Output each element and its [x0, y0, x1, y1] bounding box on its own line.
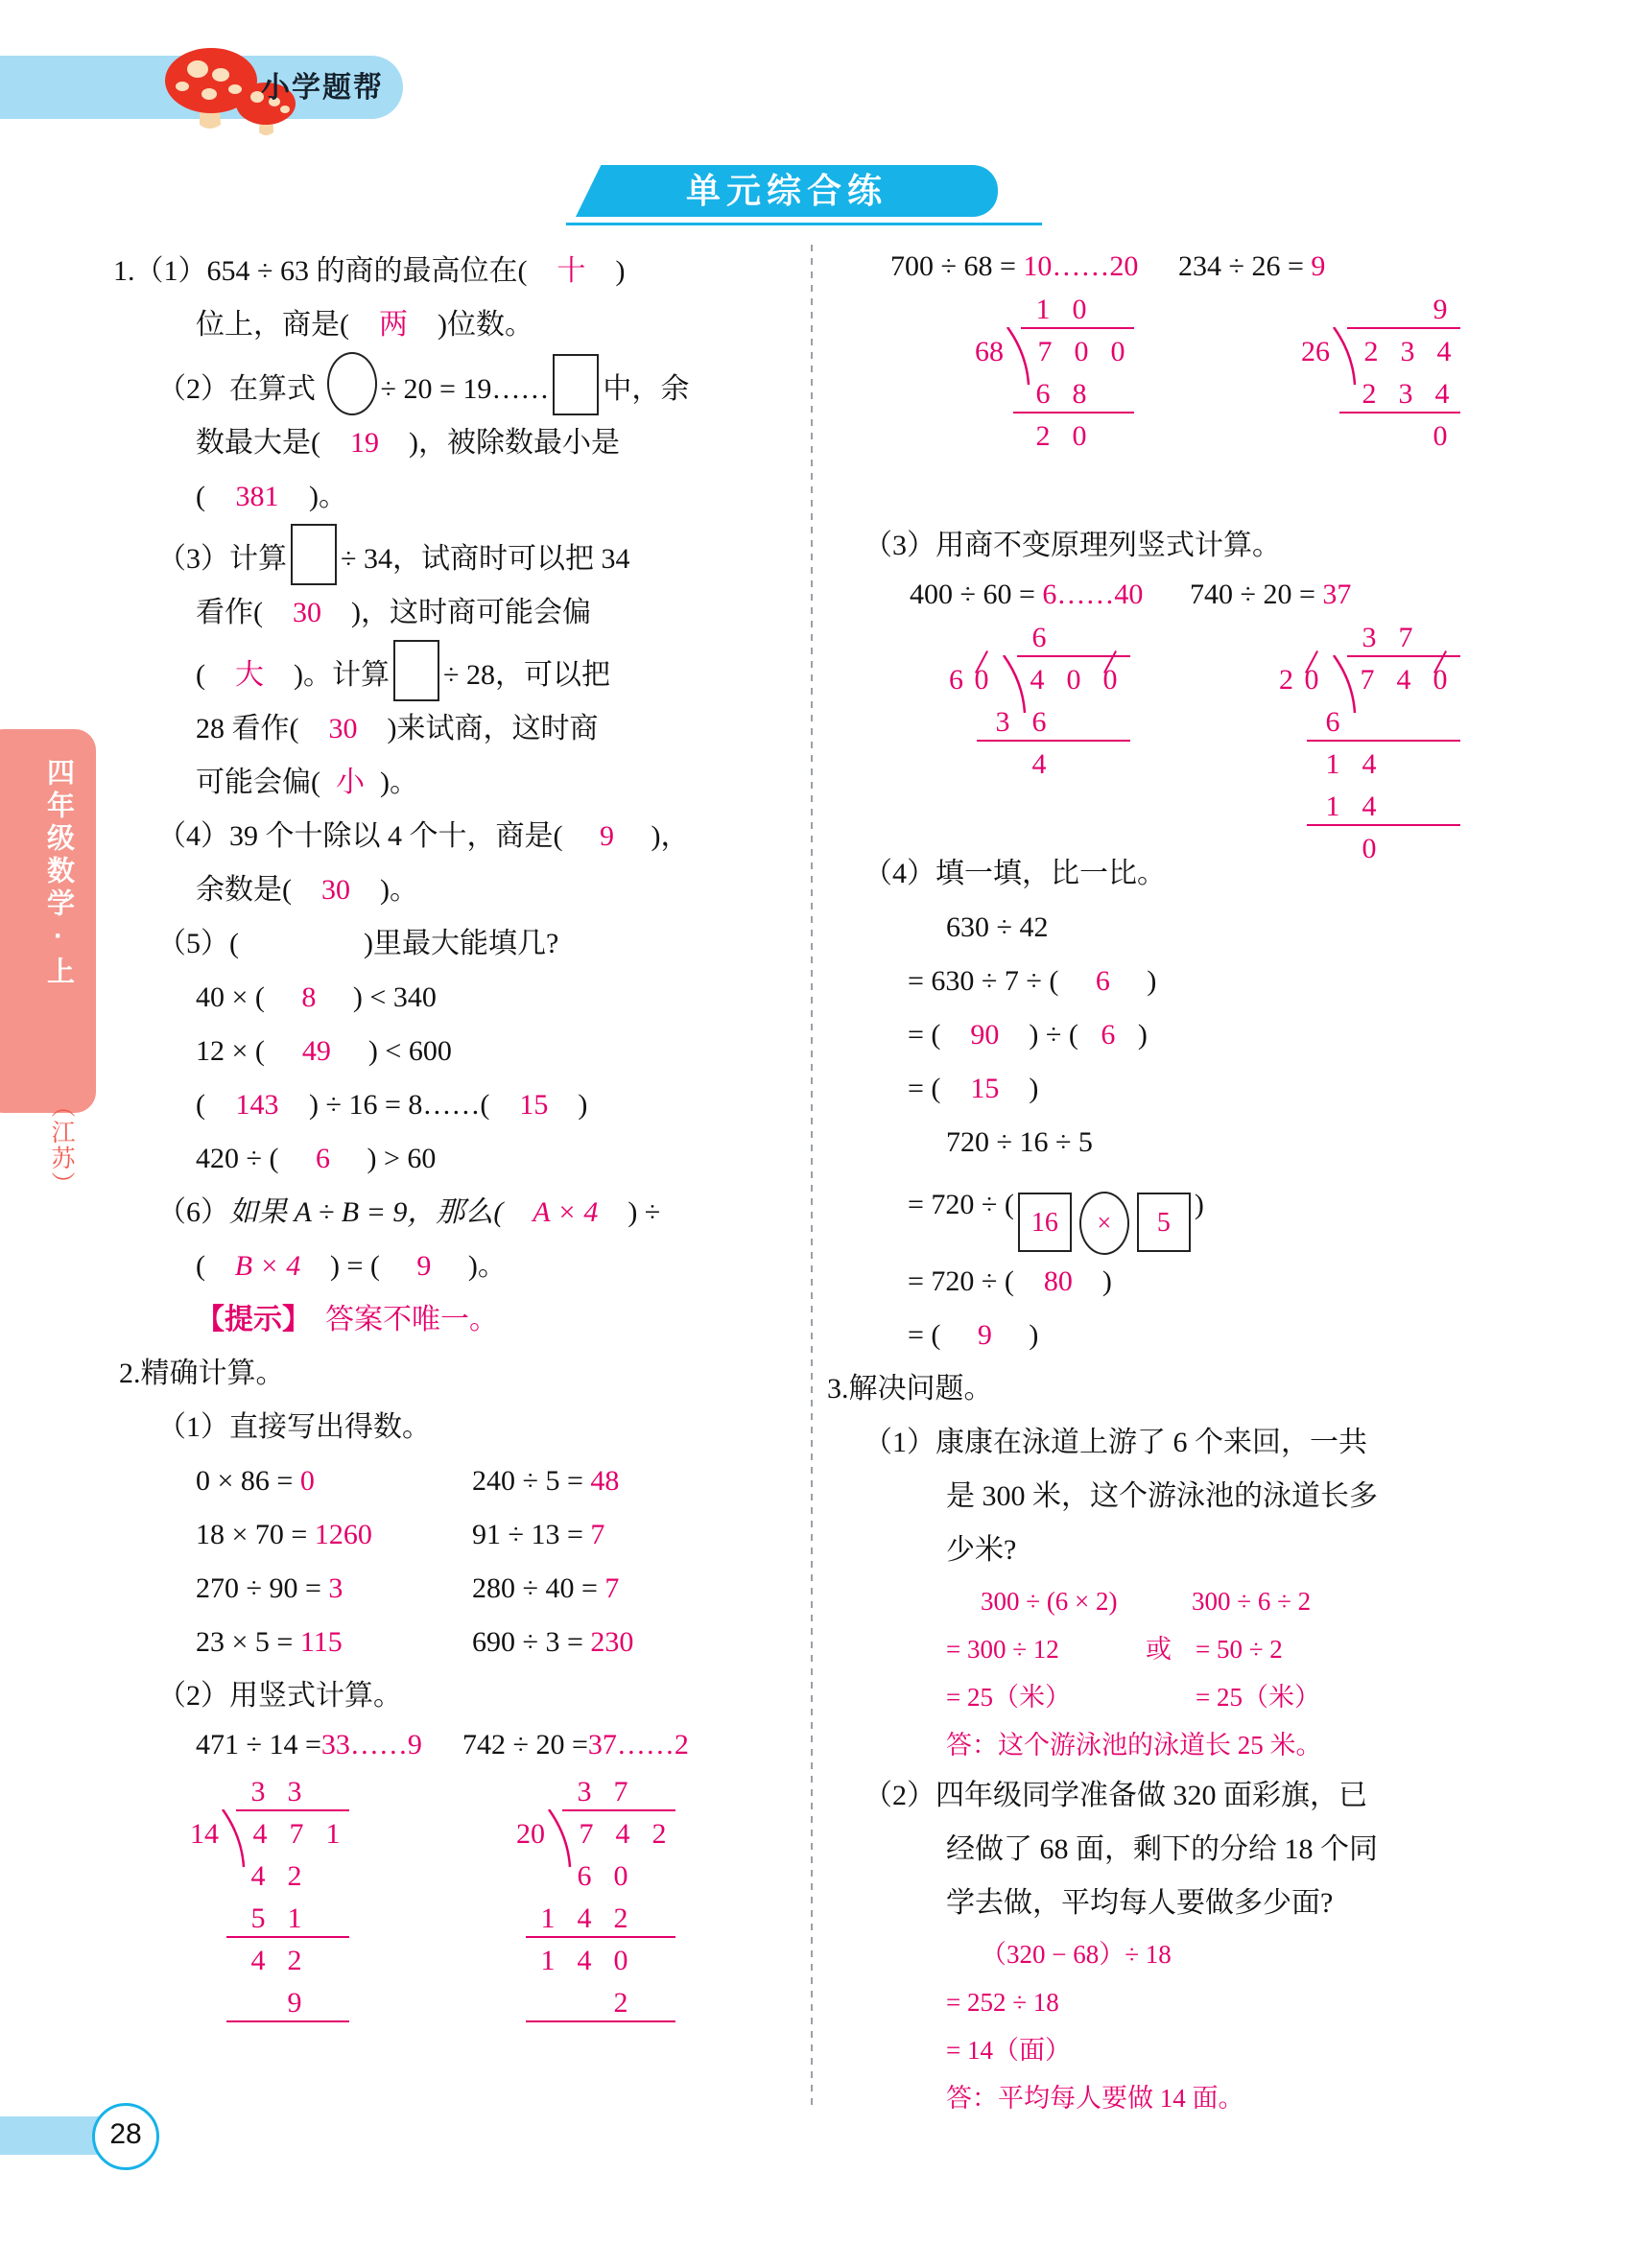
q2-p1-label: （1） — [157, 1411, 229, 1443]
q2-p1-heading-line — [113, 1401, 794, 1454]
q2-p1-row-3 — [113, 1562, 794, 1616]
q2-p3-expr-row — [864, 573, 1535, 617]
right-column — [827, 245, 1535, 2122]
q2-p4-a-l2c: ) — [1137, 1019, 1148, 1051]
ld1-s2-1: 4 — [250, 1945, 266, 1976]
q2-p4-a-l3b: ) — [1029, 1073, 1039, 1104]
ld3-divisor: 68 — [975, 336, 1004, 367]
q1-p3-answer-1[interactable]: 30 — [293, 597, 321, 628]
long-division-742-20 — [478, 1771, 677, 2024]
q1-p5-row-4 — [113, 1132, 794, 1186]
q2-p1-right-expr-3: 280 ÷ 40 = — [472, 1572, 598, 1604]
q2-p4-a-l2b: ) ÷ ( — [1029, 1019, 1078, 1051]
q1-p3-text-8: 28 看作( — [196, 713, 299, 744]
q2-p4-b-l1a: = 720 ÷ ( — [908, 1189, 1014, 1220]
ld2-divisor: 20 — [516, 1818, 545, 1850]
q2-p2-dots-2: …… — [616, 1729, 675, 1760]
ld6-dd-1: 7 — [1360, 664, 1375, 696]
q3-heading-line — [827, 1362, 1535, 1416]
q2-p1-right-ans-4[interactable]: 230 — [590, 1626, 634, 1658]
q1-line-9 — [113, 702, 794, 756]
q1-p2-text-1: 在算式 — [229, 373, 316, 405]
q1-line-6 — [113, 524, 794, 586]
q1-p4-text-1: 39 个十除以 4 个十，商是( — [229, 820, 563, 852]
q1-p2-box-blank[interactable] — [553, 354, 599, 415]
q3-p1-work-row-1 — [864, 1577, 1535, 1625]
q2-p1-left-expr-3: 270 ÷ 90 = — [196, 1572, 321, 1604]
q1-p3-text-7: ÷ 28，可以把 — [443, 659, 610, 691]
q1-p4-text-4: )。 — [380, 874, 418, 906]
q1-p3-text-2: ÷ 34，试商时可以把 34 — [341, 543, 630, 575]
ld6-m-2: 4 — [1362, 748, 1377, 780]
q1-p4-label: （4） — [157, 820, 229, 852]
ld5-divisor-vis: 6 — [949, 664, 963, 696]
q2-p3-label: （3） — [864, 530, 935, 561]
ld2-s1-1: 6 — [577, 1860, 592, 1892]
ld1-dd-2: 7 — [289, 1818, 304, 1850]
ld5-q-1: 6 — [1031, 622, 1047, 653]
ld1-final: 9 — [287, 1987, 302, 2019]
brand-name: 小学题帮 — [261, 72, 384, 104]
q1-p3-text-3: 看作( — [196, 597, 263, 628]
q1-p5-row1-answer[interactable]: 8 — [301, 981, 317, 1013]
ld6-s1-1: 6 — [1325, 706, 1340, 738]
q2-p1-left-ans-1[interactable]: 0 — [299, 1465, 315, 1497]
ld6-f-1: 0 — [1362, 833, 1377, 864]
ld6-m-1: 1 — [1325, 748, 1340, 780]
q1-line-7 — [113, 586, 794, 640]
q1-p5-row3-answer-1[interactable]: 143 — [235, 1089, 279, 1121]
q1-p3-answer-2[interactable]: 大 — [235, 659, 264, 691]
q2-p2-rem-2: 2 — [674, 1729, 689, 1760]
q3-p1-work-right-1: 300 ÷ 6 ÷ 2 — [1192, 1587, 1312, 1616]
q1-p3-box-1[interactable] — [291, 524, 337, 585]
q2-p4-a-answer-2[interactable]: 90 — [970, 1019, 1000, 1051]
q1-p5-row3-l: ( — [196, 1089, 205, 1121]
ld1-m-2: 1 — [287, 1902, 302, 1934]
q2-p4-b-operator-circle[interactable]: × — [1079, 1192, 1129, 1255]
q1-p3-text-9: )来试商，这时商 — [387, 713, 599, 744]
q1-p6-text-1: 如果 A ÷ B = 9，那么( — [229, 1196, 504, 1228]
q1-p2-text-3: 中，余 — [603, 373, 690, 405]
q2-p4-a-line-1 — [864, 955, 1535, 1008]
ld1-s1-1: 4 — [250, 1860, 266, 1892]
ld5-dividend-cancelled-zero: 0 — [1092, 659, 1128, 701]
q3-p1-answer: 答：这个游泳池的泳道长 25 米。 — [946, 1731, 1322, 1760]
q2-p4-a-l1: = 630 ÷ 7 ÷ ( — [908, 965, 1059, 997]
q2-p2-quotient-1: 33 — [320, 1729, 350, 1760]
q1-line-10 — [113, 756, 794, 810]
q1-p1-text-4: )位数。 — [438, 309, 533, 341]
q1-p3-label: （3） — [157, 543, 229, 575]
q2-p1-heading: 直接写出得数。 — [229, 1411, 431, 1443]
q1-p5-row4-answer[interactable]: 6 — [315, 1143, 330, 1174]
q3-p1-work-row-2 — [864, 1625, 1535, 1673]
q2-p3-quotient-2: 37 — [1322, 579, 1352, 610]
q1-p2-circle-blank[interactable] — [327, 352, 377, 415]
long-division-740-20 — [1247, 617, 1458, 870]
q2-p1-row-2 — [113, 1508, 794, 1562]
q2-p4-b-box-1[interactable]: 16 — [1018, 1193, 1072, 1252]
ld2-dd-3: 2 — [651, 1818, 667, 1850]
ld6-divisor-cancelled-zero: 0 — [1293, 659, 1330, 701]
q2-p4-b-l3a: = ( — [908, 1319, 941, 1351]
q1-p5-row3-r: ) — [578, 1089, 588, 1121]
long-division-700-68 — [921, 289, 1136, 458]
q2-p2-heading: 用竖式计算。 — [229, 1680, 402, 1712]
q3-p1-work-right-2: = 50 ÷ 2 — [1196, 1635, 1283, 1664]
q1-p5-label: （5） — [157, 928, 229, 959]
ld2-s1-2: 0 — [613, 1860, 628, 1892]
ld3-s1-1: 6 — [1035, 378, 1051, 410]
q1-p4-answer-2[interactable]: 30 — [321, 874, 350, 906]
q2-p4-label: （4） — [864, 858, 935, 889]
ld2-q-d1: 3 — [577, 1776, 592, 1807]
q1-p3-box-2[interactable] — [393, 640, 439, 701]
q1-line-3 — [113, 352, 794, 416]
ld6-dividend-cancelled-zero: 0 — [1422, 659, 1458, 701]
unit-title-underline — [566, 223, 1042, 225]
ld6-q-2: 7 — [1398, 622, 1413, 653]
q1-p5-row3-answer-2[interactable]: 15 — [519, 1089, 549, 1121]
ld3-s1-2: 8 — [1072, 378, 1087, 410]
q2-p2b-dots-1: …… — [1052, 250, 1110, 282]
q2-p4-b-l3b: ) — [1029, 1319, 1039, 1351]
q1-p2-text-5: )，被除数最小是 — [409, 427, 620, 459]
long-division-471-14 — [152, 1771, 351, 2024]
q3-p2-line-2: 经做了 68 面，剩下的分给 18 个同 — [946, 1833, 1378, 1865]
q1-p5-row1-right: ) < 340 — [352, 981, 437, 1013]
ld3-q-2: 0 — [1072, 294, 1087, 325]
q3-p2-answer: 答：平均每人要做 14 面。 — [946, 2084, 1244, 2113]
q1-p3-text-5: ( — [196, 659, 205, 691]
q2-p4-b-expr: 720 ÷ 16 ÷ 5 — [946, 1126, 1093, 1158]
q3-p1-line-1 — [864, 1416, 1535, 1470]
q2-p4-a-answer-4[interactable]: 15 — [970, 1073, 1000, 1104]
q1-line-15 — [113, 1240, 794, 1293]
q3-p1-work-right-3: = 25（米） — [1196, 1683, 1320, 1712]
ld4-dd-3: 4 — [1436, 336, 1452, 367]
q3-p2-line-1 — [864, 1769, 1535, 1823]
ld2-dd-1: 7 — [579, 1818, 594, 1850]
q1-line-14 — [113, 1186, 794, 1240]
q2-p1-right-expr-1: 240 ÷ 5 = — [472, 1465, 583, 1497]
q1-p4-text-2: )， — [651, 820, 690, 852]
unit-title-text: 单元综合练 — [685, 171, 888, 210]
q3-p2-line-3: 学去做，平均每人要做多少面? — [946, 1887, 1334, 1919]
ld6-dd-2: 4 — [1396, 664, 1411, 696]
q2-p1-left-expr-4: 23 × 5 = — [196, 1626, 294, 1658]
ld4-dd-1: 2 — [1363, 336, 1379, 367]
ld2-m-2: 4 — [577, 1902, 592, 1934]
long-division-400-60 — [917, 617, 1128, 786]
ld4-dd-2: 3 — [1400, 336, 1415, 367]
q1-line-1 — [113, 245, 794, 298]
q2-heading-line — [113, 1347, 794, 1401]
ld3-dd-3: 0 — [1110, 336, 1125, 367]
ld6-q-1: 3 — [1362, 622, 1377, 653]
q2-p2b-expr-2: 234 ÷ 26 = — [1178, 250, 1304, 282]
q1-p1-label: （1） — [134, 255, 207, 287]
q2-number: 2. — [119, 1358, 141, 1389]
q3-p1-text-1: 康康在泳道上游了 6 个来回，一共 — [935, 1427, 1367, 1458]
q2-p4-b-line-1 — [864, 1169, 1535, 1255]
q1-p6-answer-2[interactable]: B × 4 — [234, 1250, 301, 1282]
q2-p3-expr-1: 400 ÷ 60 = — [910, 579, 1035, 610]
q2-p4-b-line-3 — [864, 1309, 1535, 1362]
q2-p4-b-box-2[interactable]: 5 — [1137, 1193, 1191, 1252]
q1-hint-text: 答案不唯一。 — [325, 1304, 498, 1335]
q2-p4-heading: 填一填，比一比。 — [935, 858, 1166, 889]
q1-p5-row3-m: ) ÷ 16 = 8……( — [309, 1089, 490, 1121]
q1-line-5 — [113, 470, 794, 524]
q2-p2b-quotient-1: 10 — [1023, 250, 1053, 282]
q1-p2-text-7: )。 — [309, 481, 347, 512]
q2-p2-expr-row — [113, 1723, 794, 1767]
q3-p1-line-2: 是 300 米，这个游泳池的泳道长多 — [946, 1480, 1378, 1512]
q2-p2-rem-1: 9 — [407, 1729, 422, 1760]
q2-p4-a-expr: 630 ÷ 42 — [946, 911, 1049, 943]
q1-p6-answer-3[interactable]: 9 — [416, 1250, 432, 1282]
q2-p2b-expr-row — [864, 245, 1535, 289]
ld5-dd-1: 4 — [1030, 664, 1045, 696]
ld1-m-1: 5 — [250, 1902, 266, 1934]
q2-p4-a-answer-3[interactable]: 6 — [1101, 1019, 1116, 1051]
q1-p2-text-2: ÷ 20 = 19…… — [380, 373, 550, 405]
q2-p4-b-answer-1[interactable]: 80 — [1043, 1265, 1073, 1297]
ld5-s1-2: 6 — [1031, 706, 1047, 738]
q1-number: 1. — [113, 255, 135, 287]
q3-p1-work-left-1: 300 ÷ (6 × 2) — [981, 1587, 1118, 1616]
q1-p1-text-1: 654 ÷ 63 的商的最高位在( — [206, 255, 528, 287]
q1-line-12 — [113, 863, 794, 917]
q1-line-4 — [113, 416, 794, 470]
q1-p3-text-6: )。计算 — [294, 659, 390, 691]
left-column — [113, 245, 794, 2055]
q3-p2-work-2: = 252 ÷ 18 — [946, 1988, 1059, 2017]
side-tab-region: （江苏） — [48, 1094, 75, 1197]
q2-p1-right-ans-2[interactable]: 7 — [590, 1519, 605, 1550]
q1-p6-text-2: ) ÷ — [628, 1196, 661, 1228]
q1-p5-row4-l: 420 ÷ ( — [196, 1143, 279, 1174]
q2-p2b-rem-1: 20 — [1109, 250, 1139, 282]
q1-line-11 — [113, 810, 794, 863]
q1-p5-row1-left: 40 × ( — [196, 981, 265, 1013]
q2-p4-b-l2a: = 720 ÷ ( — [908, 1265, 1014, 1297]
ld2-dd-2: 4 — [615, 1818, 630, 1850]
ld2-s2-1: 1 — [540, 1945, 556, 1976]
ld6-divisor-vis: 2 — [1279, 664, 1293, 696]
q3-heading: 解决问题。 — [848, 1373, 993, 1405]
q1-p3-text-4: )，这时商可能会偏 — [351, 597, 591, 628]
q1-p6-text-3: ( — [196, 1250, 205, 1282]
ld5-divisor-cancelled-zero: 0 — [963, 659, 1000, 701]
ld4-s1-2: 3 — [1398, 378, 1413, 410]
q2-p1-right-ans-1[interactable]: 48 — [590, 1465, 620, 1497]
q2-p4-a-line-3 — [864, 1062, 1535, 1116]
q1-p6-answer-1[interactable]: A × 4 — [533, 1196, 599, 1228]
q1-p3-answer-3[interactable]: 30 — [328, 713, 358, 744]
ld2-s2-2: 4 — [577, 1945, 592, 1976]
q1-p5-row2-answer[interactable]: 49 — [301, 1035, 331, 1067]
q1-p6-text-4: ) = ( — [330, 1250, 380, 1282]
q2-p4-b-answer-2[interactable]: 9 — [977, 1319, 992, 1351]
q1-p4-answer-1[interactable]: 9 — [600, 820, 614, 852]
q1-p2-answer-2[interactable]: 381 — [235, 481, 279, 512]
q1-p4-text-3: 余数是( — [196, 874, 292, 906]
ld1-q-d2: 3 — [287, 1776, 302, 1807]
q1-p3-text-11: )。 — [380, 767, 418, 798]
column-divider — [811, 245, 813, 2106]
q1-p5-row2-right: ) < 600 — [367, 1035, 452, 1067]
q3-p1-line-3: 少米? — [946, 1534, 1017, 1566]
ld5-dd-2: 0 — [1066, 664, 1081, 696]
q1-p2-text-6: ( — [196, 481, 205, 512]
q2-p4-a-l2a: = ( — [908, 1019, 941, 1051]
q2-p4-b-l2b: ) — [1101, 1265, 1112, 1297]
q2-p2-dots-1: …… — [349, 1729, 408, 1760]
q1-p5-row-2 — [113, 1025, 794, 1078]
q2-p3-quotient-1: 6 — [1042, 579, 1057, 610]
q1-p6-label: （6） — [157, 1196, 229, 1228]
q2-p1-left-ans-2[interactable]: 1260 — [314, 1519, 372, 1550]
q3-p1-work-row-3 — [864, 1673, 1535, 1721]
ld1-dd-3: 1 — [325, 1818, 341, 1850]
q2-p4-b-line-2 — [864, 1255, 1535, 1309]
ld3-f-1: 2 — [1035, 420, 1051, 452]
q1-line-13 — [113, 917, 794, 971]
ld6-s2-1: 1 — [1325, 791, 1340, 822]
q3-p1-work-or: 或 — [1146, 1635, 1172, 1664]
q1-hint-tag: 【提示】 — [196, 1304, 311, 1335]
ld1-dd-1: 4 — [252, 1818, 268, 1850]
q2-p3-dots-1: …… — [1056, 579, 1115, 610]
q2-p2-expr-2: 742 ÷ 20 = — [462, 1729, 588, 1760]
q2-p2-quotient-2: 37 — [587, 1729, 617, 1760]
q1-p5-text-1: ( — [229, 928, 239, 959]
q2-p4-a-l1r: ) — [1147, 965, 1157, 997]
q1-p1-text-2: ) — [615, 255, 626, 287]
q1-p2-label: （2） — [157, 373, 229, 405]
q2-p4-a-l3a: = ( — [908, 1073, 941, 1104]
q2-p1-left-expr-2: 18 × 70 = — [196, 1519, 308, 1550]
q2-p3-heading-line — [864, 519, 1535, 573]
q2-p2b-quotient-2: 9 — [1311, 250, 1326, 282]
q3-p2-work-1: （320 − 68）÷ 18 — [981, 1940, 1172, 1969]
q2-p4-b-l1b: ) — [1194, 1189, 1204, 1220]
q1-p2-answer-1[interactable]: 19 — [350, 427, 379, 459]
q3-p2-text-1: 四年级同学准备做 320 面彩旗，已 — [935, 1780, 1367, 1811]
ld2-q-d2: 7 — [613, 1776, 628, 1807]
ld3-f-2: 0 — [1072, 420, 1087, 452]
q2-p1-left-expr-1: 0 × 86 = — [196, 1465, 294, 1497]
q2-p4-a-answer-1[interactable]: 6 — [1095, 965, 1110, 997]
q2-p1-row-1 — [113, 1454, 794, 1508]
ld1-divisor: 14 — [190, 1818, 219, 1850]
ld5-s1-1: 3 — [995, 706, 1010, 738]
ld6-s2-2: 4 — [1362, 791, 1377, 822]
q1-line-2 — [113, 298, 794, 352]
q3-p1-work-left-2: = 300 ÷ 12 — [946, 1635, 1059, 1664]
q2-p1-right-expr-2: 91 ÷ 13 = — [472, 1519, 583, 1550]
q2-p3-rem-1: 40 — [1114, 579, 1144, 610]
q1-p5-row-3 — [113, 1078, 794, 1132]
q2-p3-expr-2: 740 ÷ 20 = — [1190, 579, 1315, 610]
q3-p1-work-left-3: = 25（米） — [946, 1683, 1071, 1712]
q2-p1-right-expr-4: 690 ÷ 3 = — [472, 1626, 583, 1658]
side-tab-label: 四年级数学·上 — [43, 758, 74, 989]
q2-p1-right-ans-3[interactable]: 7 — [604, 1572, 620, 1604]
q1-hint — [113, 1293, 794, 1347]
ld4-f-1: 0 — [1433, 420, 1448, 452]
q1-p3-text-10: 可能会偏( — [196, 767, 320, 798]
q2-p2-label: （2） — [157, 1680, 229, 1712]
q1-p5-row4-r: ) > 60 — [367, 1143, 437, 1174]
ld3-dd-2: 0 — [1074, 336, 1089, 367]
ld1-s1-2: 2 — [287, 1860, 302, 1892]
ld2-final: 2 — [613, 1987, 628, 2019]
q1-p3-answer-4[interactable]: 小 — [336, 767, 365, 798]
q1-p1-text-3: 位上，商是( — [196, 309, 349, 341]
q2-p2b-expr-1: 700 ÷ 68 = — [890, 250, 1016, 282]
q1-p1-answer-1[interactable]: 十 — [557, 255, 586, 287]
q2-p1-row-4 — [113, 1616, 794, 1669]
long-division-234-26 — [1247, 289, 1462, 458]
ld2-m-3: 2 — [613, 1902, 628, 1934]
q1-p2-text-4: 数最大是( — [196, 427, 320, 459]
q1-line-8 — [113, 640, 794, 702]
ld1-s2-2: 2 — [287, 1945, 302, 1976]
ld5-f-1: 4 — [1031, 748, 1047, 780]
q2-p1-left-ans-3[interactable]: 3 — [328, 1572, 343, 1604]
q2-heading: 精确计算。 — [140, 1358, 285, 1389]
q2-p1-left-ans-4[interactable]: 115 — [299, 1626, 343, 1658]
q1-p5-text-2: )里最大能填几? — [364, 928, 559, 959]
q1-p1-answer-2[interactable]: 两 — [379, 309, 408, 341]
ld4-s1-3: 4 — [1434, 378, 1450, 410]
q2-p4-a-line-2 — [864, 1008, 1535, 1062]
q3-p2-label: （2） — [864, 1780, 935, 1811]
q2-p2-heading-line — [113, 1669, 794, 1723]
ld3-q-1: 1 — [1035, 294, 1051, 325]
q1-p6-text-5: )。 — [467, 1250, 507, 1282]
ld1-q-d1: 3 — [250, 1776, 266, 1807]
q1-p3-text-1: 计算 — [229, 543, 287, 575]
page-number: 28 — [92, 2103, 159, 2170]
q2-p3-heading: 用商不变原理列竖式计算。 — [935, 530, 1281, 561]
q2-p2-expr-1: 471 ÷ 14 = — [196, 1729, 321, 1760]
ld3-dd-1: 7 — [1037, 336, 1053, 367]
ld4-q-1: 9 — [1433, 294, 1448, 325]
q1-p5-row-1 — [113, 971, 794, 1025]
ld2-m-1: 1 — [540, 1902, 556, 1934]
ld2-s2-3: 0 — [613, 1945, 628, 1976]
q3-p1-label: （1） — [864, 1427, 935, 1458]
ld4-divisor: 26 — [1301, 336, 1330, 367]
q3-number: 3. — [827, 1373, 849, 1405]
q1-p5-row2-left: 12 × ( — [196, 1035, 265, 1067]
ld4-s1-1: 2 — [1362, 378, 1377, 410]
unit-title — [537, 165, 1017, 224]
q3-p2-work-3: = 14（面） — [946, 2036, 1071, 2065]
